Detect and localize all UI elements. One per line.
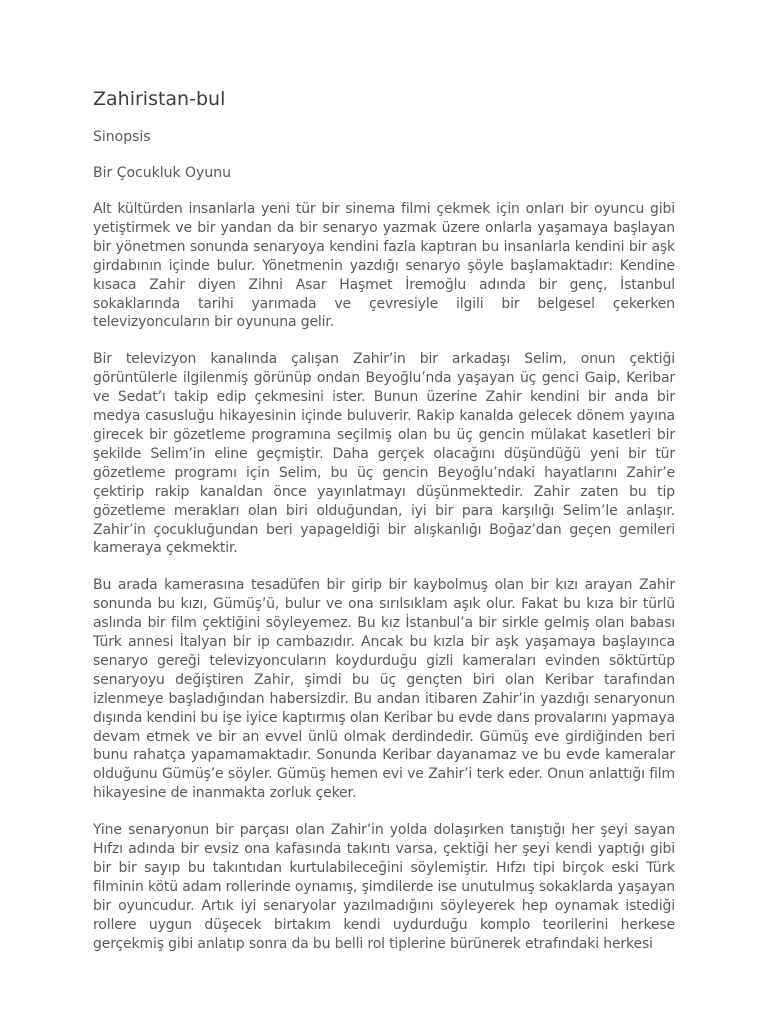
document-subtitle: Bir Çocukluk Oyunu [93, 165, 231, 181]
paragraph-4: Yine senaryonun bir parçası olan Zahir’in yolda dolaşırken tanıştığı her şeyi sayan Hıfzı adında bir evsiz ona kafasında takıntı varsa, çektiği her şeyi kendi yaptığı gibi bir bir sayıp bu takıntıdan kurtulabileceğini söylemiştir. Hıfzı tipi birçok eski Türk filminin kötü adam rollerinde oynamış, şimdilerde ise unutulmuş sokaklarda yaşayan bir oyuncudur. Artık iyi senaryolar yazılmadığını söyleyerek hep oynamak istediği rollere uygun düşecek birtakım kendi uydurduğu komplo teorilerini herkese gerçekmiş gibi anlatıp sonra da bu belli rol tiplerine bürünerek etrafındaki herkesi [93, 822, 675, 952]
document-title: Zahiristan-bul [93, 88, 226, 110]
section-heading: Sinopsis [93, 129, 151, 145]
document-page [93, 86, 675, 972]
paragraph-2: Bir televizyon kanalında çalışan Zahir’in bir arkadaşı Selim, onun çektiği görüntülerle ilgilenmiş görünüp ondan Beyoğlu’nda yaşayan üç genci Gaip, Keribar ve Sedat’ı takip edip çekmesini ister. Bunun üzerine Zahir kendini bir anda bir medya casusluğu hikayesinin içinde buluverir. Rakip kanalda gelecek dönem yayına girecek bir gözetleme programına seçilmiş olan bu üç gencin mülakat kasetleri bir şekilde Selim’in eline geçmiştir. Daha gerçek olacağını düşündüğü yeni bir tür gözetleme programı için Selim, bu üç gencin Beyoğlu’ndaki hayatlarını Zahir’e çektirip rakip kanaldan önce yayınlatmayı düşünmektedir. Zahir zaten bu tip gözetleme merakları olan biri olduğundan, iyi bir para karşılığı Selim’le anlaşır. Zahir’in çocukluğundan beri yapageldiği bir alışkanlığı Boğaz’dan geçen gemileri kameraya çekmektir. [93, 351, 675, 557]
paragraph-1: Alt kültürden insanlarla yeni tür bir sinema filmi çekmek için onları bir oyuncu gibi yetiştirmek ve bir yandan da bir senaryo yazmak üzere onlarla yaşamaya başlayan bir yönetmen sonunda senaryoya kendini fazla kaptıran bu insanlarla kendini bir aşk girdabının içinde bulur. Yönetmenin yazdığı senaryo şöyle başlamaktadır: Kendine kısaca Zahir diyen Zihni Asar Haşmet İremoğlu adında bir genç, İstanbul sokaklarında tarihi yarımada ve çevresiyle ilgili bir belgesel çekerken televizyoncuların bir oyununa gelir. [93, 201, 675, 331]
paragraph-3: Bu arada kamerasına tesadüfen bir girip bir kaybolmuş olan bir kızı arayan Zahir sonunda bu kızı, Gümüş’ü, bulur ve ona sırılsıklam aşık olur. Fakat bu kıza bir türlü aslında bir film çektiğini söyleyemez. Bu kız İstanbul’a bir sirkle gelmiş olan babası Türk annesi İtalyan bir ip cambazıdır. Ancak bu kızla bir aşk yaşamaya başlayınca senaryo gereği televizyoncuların koydurduğu gizli kameraları evinden söktürtüp senaryoyu değiştiren Zahir, şimdi bu üç gençten biri olan Keribar tarafından izlenmeye başladığından habersizdir. Bu andan itibaren Zahir’in yazdığı senaryonun dışında kendini bu işe iyice kaptırmış olan Keribar bu evde dans provalarını yapmaya devam etmek ve bir an evvel ünlü olmak derdindedir. Gümüş eve girdiğinden beri bunu rahatça yapamamaktadır. Sonunda Keribar dayanamaz ve bu evde kameralar olduğunu Gümüş’e söyler. Gümüş hemen evi ve Zahir’i terk eder. Onun anlattığı film hikayesine de inanmakta zorluk çeker. [93, 577, 675, 802]
